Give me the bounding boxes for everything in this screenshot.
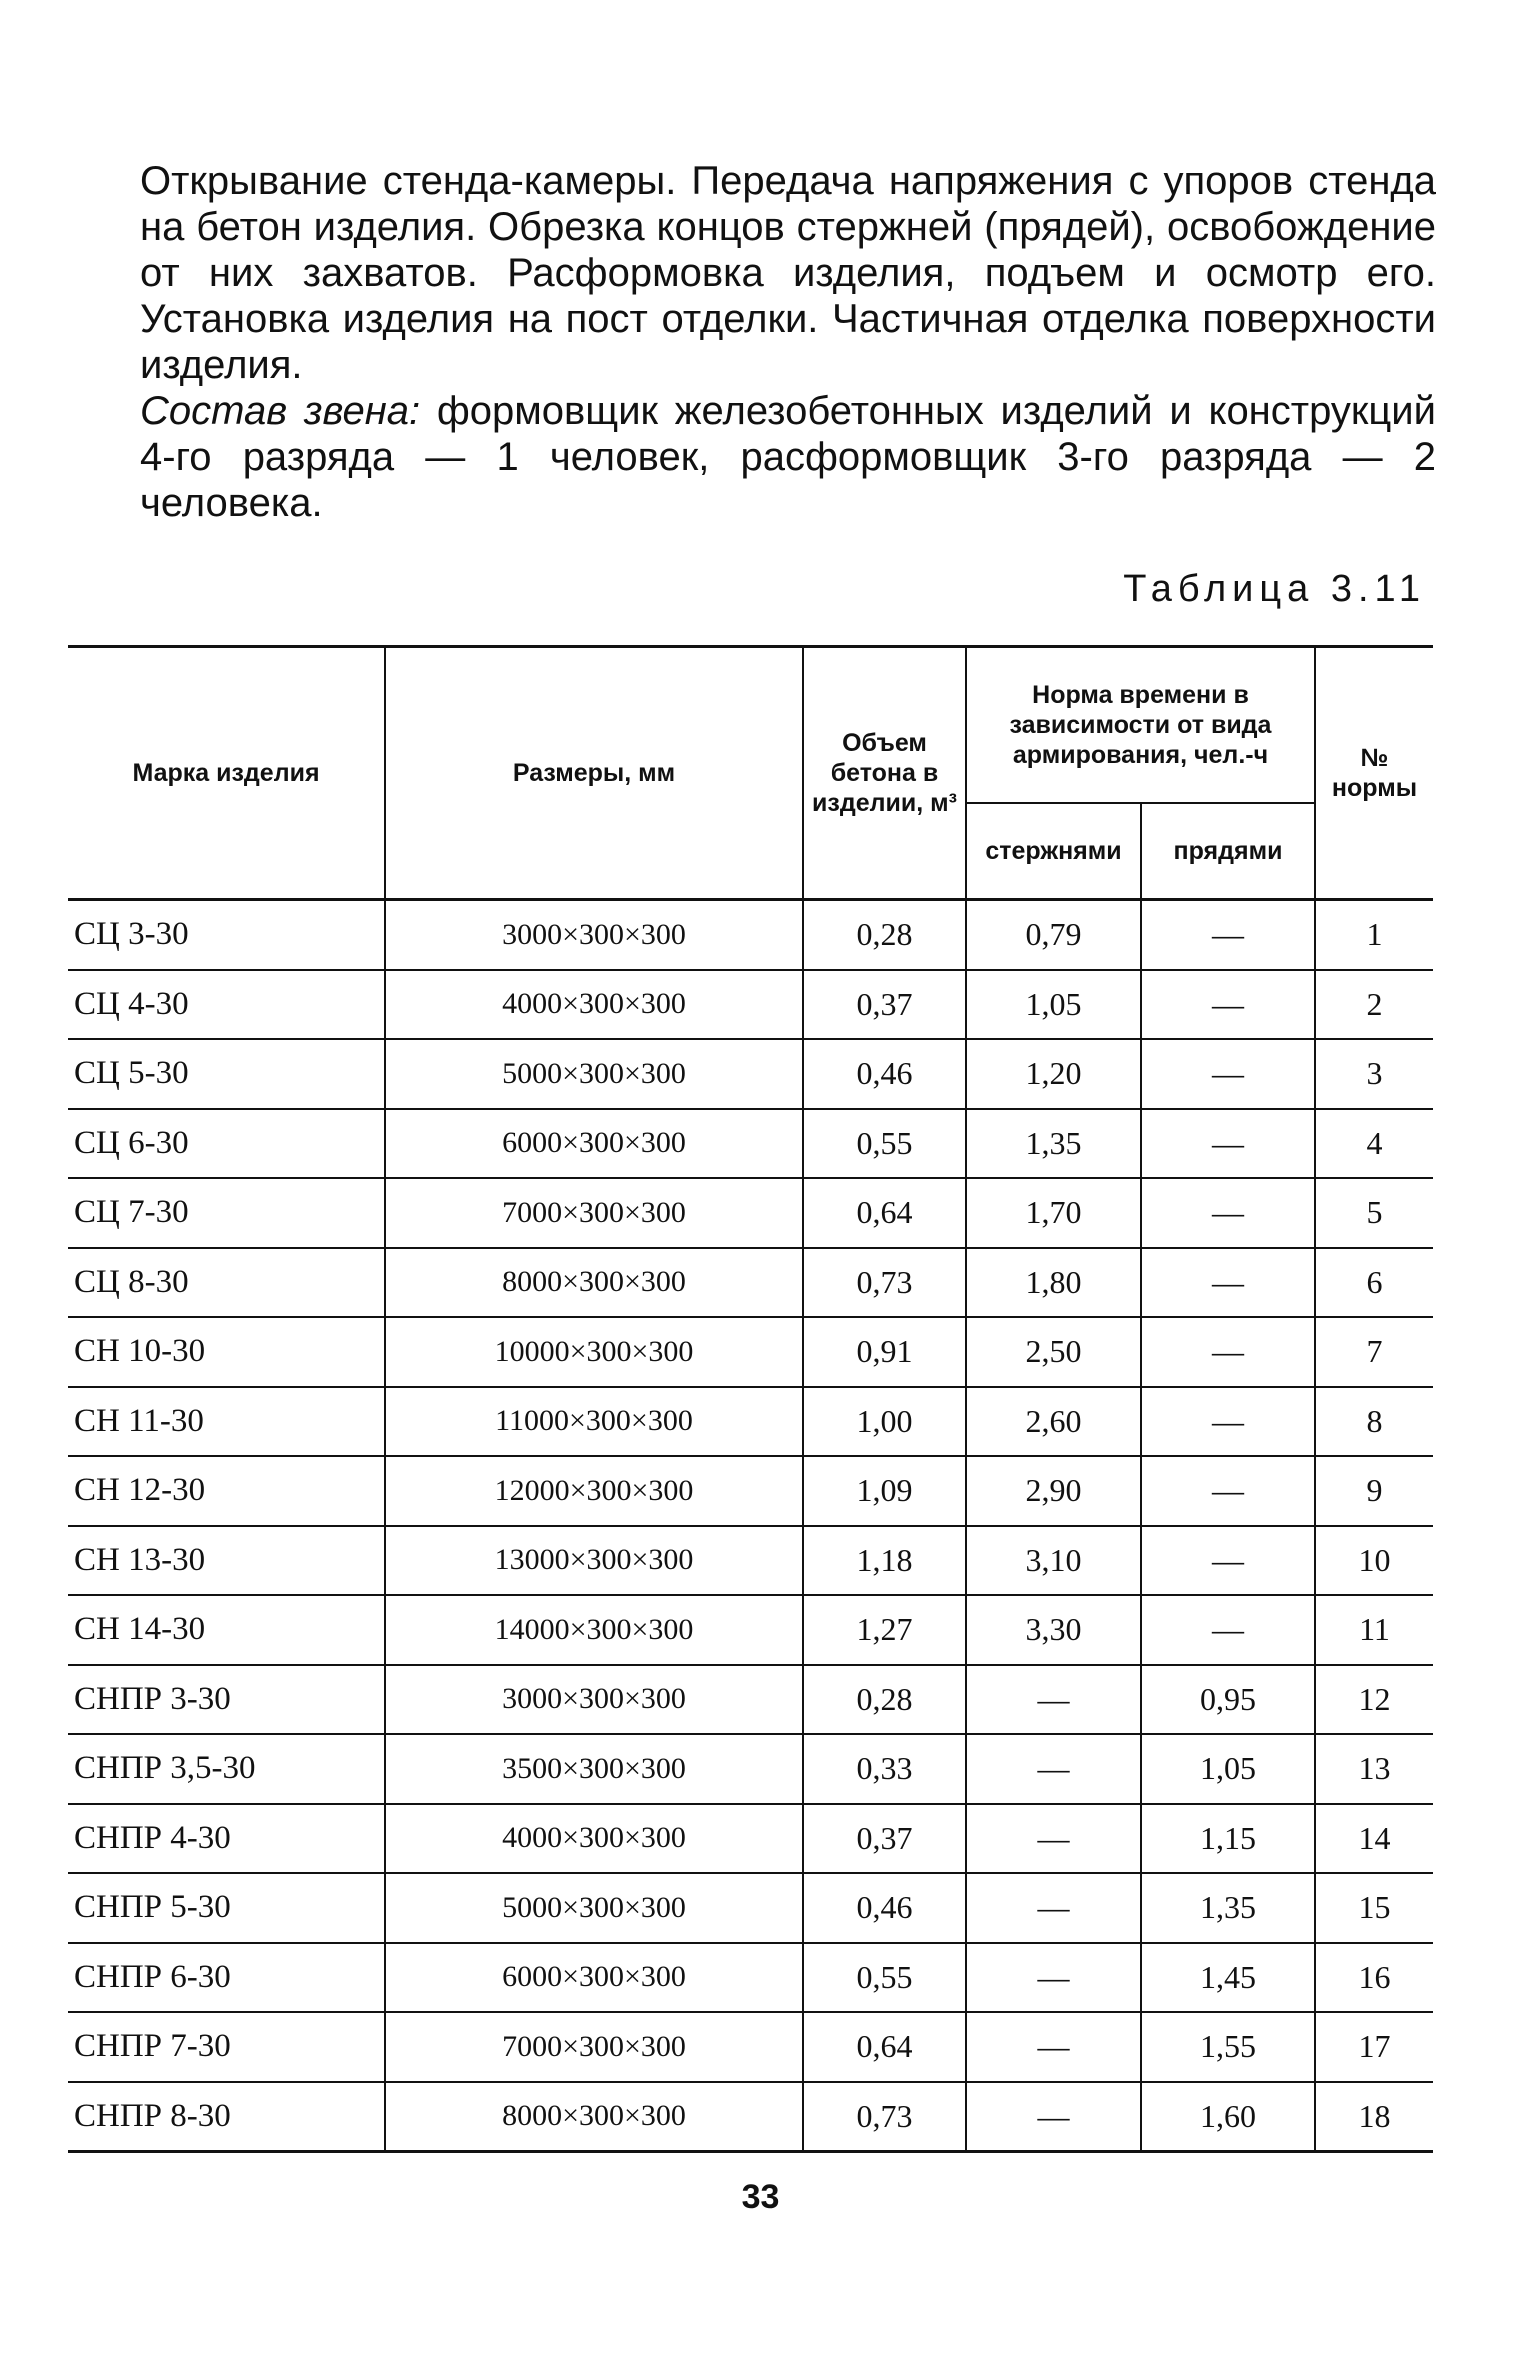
cell-norm-number: 8: [1315, 1387, 1433, 1457]
cell-volume: 0,55: [803, 1943, 966, 2013]
cell-rods: 1,20: [966, 1039, 1141, 1109]
header-mark: Марка изделия: [68, 647, 385, 900]
table-row: [68, 1873, 1433, 1943]
cell-mark: СЦ 8-30: [68, 1248, 385, 1318]
cell-norm-number: 16: [1315, 1943, 1433, 2013]
cell-mark: СНПР 5-30: [68, 1873, 385, 1943]
cell-size: 7000×300×300: [385, 1178, 803, 1248]
cell-mark: СНПР 6-30: [68, 1943, 385, 2013]
table-row: [68, 1248, 1433, 1318]
cell-volume: 1,00: [803, 1387, 966, 1457]
cell-mark: СН 11-30: [68, 1387, 385, 1457]
cell-strands: —: [1141, 1526, 1315, 1596]
cell-size: 3000×300×300: [385, 900, 803, 970]
table-row: [68, 900, 1433, 970]
cell-mark: СЦ 5-30: [68, 1039, 385, 1109]
cell-norm-number: 12: [1315, 1665, 1433, 1735]
cell-rods: 1,70: [966, 1178, 1141, 1248]
cell-norm-number: 2: [1315, 970, 1433, 1040]
cell-norm-number: 5: [1315, 1178, 1433, 1248]
table-row: [68, 2082, 1433, 2152]
cell-norm-number: 11: [1315, 1595, 1433, 1665]
table-body: [68, 900, 1433, 2152]
cell-strands: —: [1141, 1109, 1315, 1179]
cell-size: 8000×300×300: [385, 1248, 803, 1318]
cell-size: 5000×300×300: [385, 1873, 803, 1943]
cell-volume: 0,73: [803, 1248, 966, 1318]
cell-volume: 0,37: [803, 1804, 966, 1874]
cell-size: 5000×300×300: [385, 1039, 803, 1109]
cell-size: 14000×300×300: [385, 1595, 803, 1665]
cell-size: 4000×300×300: [385, 1804, 803, 1874]
cell-volume: 0,73: [803, 2082, 966, 2152]
header-strands: прядями: [1141, 803, 1315, 900]
cell-strands: —: [1141, 1387, 1315, 1457]
cell-volume: 1,18: [803, 1526, 966, 1596]
cell-strands: —: [1141, 970, 1315, 1040]
cell-rods: 2,60: [966, 1387, 1141, 1457]
cell-norm-number: 10: [1315, 1526, 1433, 1596]
cell-strands: 1,60: [1141, 2082, 1315, 2152]
cell-norm-number: 1: [1315, 900, 1433, 970]
cell-mark: СНПР 3,5-30: [68, 1734, 385, 1804]
cell-volume: 0,64: [803, 2012, 966, 2082]
table-row: [68, 970, 1433, 1040]
cell-strands: —: [1141, 1317, 1315, 1387]
table-row: [68, 1317, 1433, 1387]
table-row: [68, 1804, 1433, 1874]
crew-composition-text: формовщик железобетонных изделий и конструкций 4-го разряда — 1 человек, расформовщик 3-го разряда — 2 человека.: [140, 389, 1436, 525]
cell-volume: 0,46: [803, 1039, 966, 1109]
cell-volume: 1,27: [803, 1595, 966, 1665]
cell-size: 10000×300×300: [385, 1317, 803, 1387]
table-row: [68, 1387, 1433, 1457]
cell-mark: СН 13-30: [68, 1526, 385, 1596]
intro-text: [140, 158, 1436, 526]
cell-size: 8000×300×300: [385, 2082, 803, 2152]
cell-rods: —: [966, 1734, 1141, 1804]
cell-volume: 1,09: [803, 1456, 966, 1526]
cell-size: 3000×300×300: [385, 1665, 803, 1735]
cell-mark: СНПР 3-30: [68, 1665, 385, 1735]
cell-size: 11000×300×300: [385, 1387, 803, 1457]
cell-rods: 1,05: [966, 970, 1141, 1040]
cell-volume: 0,91: [803, 1317, 966, 1387]
cell-rods: 2,90: [966, 1456, 1141, 1526]
cell-mark: СЦ 4-30: [68, 970, 385, 1040]
norms-table: [68, 645, 1433, 2153]
cell-rods: 3,10: [966, 1526, 1141, 1596]
cell-strands: —: [1141, 1178, 1315, 1248]
cell-strands: —: [1141, 1456, 1315, 1526]
table-row: [68, 1595, 1433, 1665]
cell-rods: 2,50: [966, 1317, 1141, 1387]
table-row: [68, 1039, 1433, 1109]
cell-volume: 0,33: [803, 1734, 966, 1804]
cell-norm-number: 4: [1315, 1109, 1433, 1179]
cell-rods: 1,35: [966, 1109, 1141, 1179]
table-row: [68, 1734, 1433, 1804]
cell-strands: —: [1141, 1039, 1315, 1109]
cell-volume: 0,46: [803, 1873, 966, 1943]
cell-rods: 0,79: [966, 900, 1141, 970]
cell-norm-number: 7: [1315, 1317, 1433, 1387]
cell-norm-number: 3: [1315, 1039, 1433, 1109]
cell-strands: —: [1141, 1595, 1315, 1665]
cell-volume: 0,28: [803, 1665, 966, 1735]
cell-strands: —: [1141, 900, 1315, 970]
header-norm-group: Норма времени в зависимости от вида армирования, чел.-ч: [966, 647, 1315, 804]
cell-norm-number: 15: [1315, 1873, 1433, 1943]
cell-mark: СН 12-30: [68, 1456, 385, 1526]
cell-strands: 1,35: [1141, 1873, 1315, 1943]
cell-rods: —: [966, 1665, 1141, 1735]
cell-strands: 1,55: [1141, 2012, 1315, 2082]
cell-mark: СН 10-30: [68, 1317, 385, 1387]
cell-size: 7000×300×300: [385, 2012, 803, 2082]
cell-mark: СЦ 6-30: [68, 1109, 385, 1179]
cell-norm-number: 14: [1315, 1804, 1433, 1874]
cell-mark: СНПР 4-30: [68, 1804, 385, 1874]
cell-mark: СЦ 3-30: [68, 900, 385, 970]
cell-norm-number: 6: [1315, 1248, 1433, 1318]
cell-strands: 0,95: [1141, 1665, 1315, 1735]
process-description: Открывание стенда-камеры. Передача напряжения с упоров стенда на бетон изделия. Обрезка концов стержней (прядей), освобождение от них захватов. Расформовка изделия, подъем и осмотр его. Установка изделия на пост отделки. Частичная отделка поверхности изделия.: [140, 159, 1436, 387]
table-row: [68, 1943, 1433, 2013]
cell-rods: —: [966, 1943, 1141, 2013]
cell-rods: —: [966, 1873, 1141, 1943]
crew-composition: [140, 388, 1436, 526]
cell-size: 6000×300×300: [385, 1943, 803, 2013]
cell-size: 3500×300×300: [385, 1734, 803, 1804]
table-row: [68, 1109, 1433, 1179]
cell-volume: 0,28: [803, 900, 966, 970]
table-row: [68, 1178, 1433, 1248]
cell-mark: СН 14-30: [68, 1595, 385, 1665]
cell-volume: 0,55: [803, 1109, 966, 1179]
cell-rods: —: [966, 2012, 1141, 2082]
cell-size: 12000×300×300: [385, 1456, 803, 1526]
cell-rods: —: [966, 2082, 1141, 2152]
cell-volume: 0,37: [803, 970, 966, 1040]
crew-composition-label: Состав звена:: [140, 389, 421, 433]
cell-norm-number: 9: [1315, 1456, 1433, 1526]
cell-rods: —: [966, 1804, 1141, 1874]
header-rods: стержнями: [966, 803, 1141, 900]
cell-size: 6000×300×300: [385, 1109, 803, 1179]
cell-norm-number: 18: [1315, 2082, 1433, 2152]
table-row: [68, 1665, 1433, 1735]
cell-mark: СЦ 7-30: [68, 1178, 385, 1248]
table-row: [68, 1456, 1433, 1526]
cell-volume: 0,64: [803, 1178, 966, 1248]
cell-rods: 1,80: [966, 1248, 1141, 1318]
cell-strands: —: [1141, 1248, 1315, 1318]
table-row: [68, 2012, 1433, 2082]
table-row: [68, 1526, 1433, 1596]
cell-mark: СНПР 8-30: [68, 2082, 385, 2152]
cell-norm-number: 13: [1315, 1734, 1433, 1804]
cell-norm-number: 17: [1315, 2012, 1433, 2082]
table-caption: Таблица 3.11: [1123, 568, 1426, 610]
cell-rods: 3,30: [966, 1595, 1141, 1665]
header-volume: Объем бетона в изделии, м³: [803, 647, 966, 900]
cell-strands: 1,05: [1141, 1734, 1315, 1804]
page-number: 33: [741, 2178, 780, 2216]
cell-mark: СНПР 7-30: [68, 2012, 385, 2082]
cell-size: 4000×300×300: [385, 970, 803, 1040]
cell-strands: 1,15: [1141, 1804, 1315, 1874]
cell-strands: 1,45: [1141, 1943, 1315, 2013]
header-size: Размеры, мм: [385, 647, 803, 900]
cell-size: 13000×300×300: [385, 1526, 803, 1596]
header-norm-number: № нормы: [1315, 647, 1433, 900]
